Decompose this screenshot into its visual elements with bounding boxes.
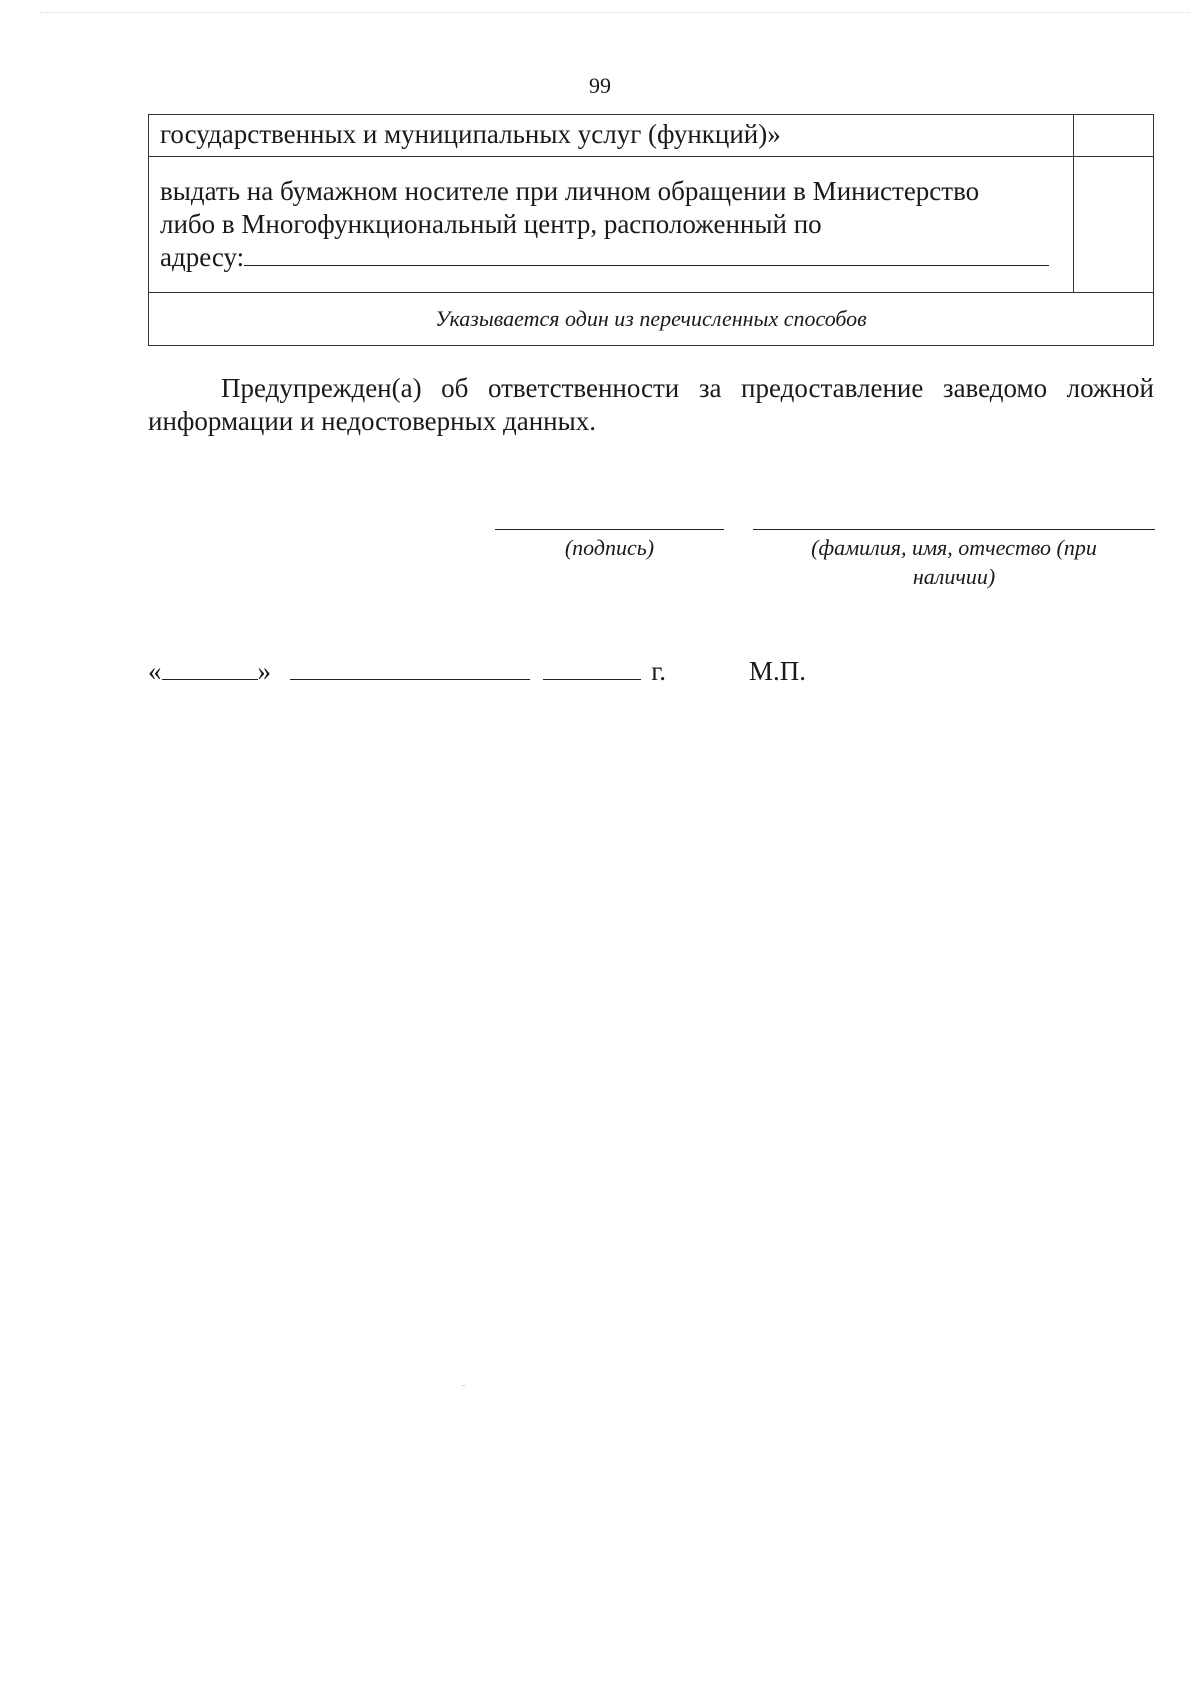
full-name-blank-line[interactable]: [753, 529, 1155, 530]
date-close-quote: »: [257, 656, 271, 686]
date-field-row: [148, 655, 666, 688]
address-blank-field[interactable]: [244, 241, 1049, 266]
table-row: [149, 115, 1154, 157]
page-number: 99: [589, 73, 611, 98]
option-checkbox-cell[interactable]: [1073, 157, 1153, 293]
table-row: [149, 157, 1154, 293]
month-blank-field[interactable]: [290, 655, 530, 680]
scan-speck: [462, 1385, 465, 1386]
date-open-quote: «: [148, 656, 162, 686]
year-blank-field[interactable]: [543, 655, 641, 680]
day-blank-field[interactable]: [162, 655, 258, 680]
stamp-place-label: М.П.: [749, 656, 807, 686]
full-name-caption-line2: наличии): [912, 564, 996, 589]
scan-artifact-line: [40, 12, 1190, 16]
year-suffix: г.: [651, 656, 667, 686]
full-name-caption-line1: (фамилия, имя, отчество (при: [811, 535, 1097, 560]
option-text-cell: [149, 157, 1074, 293]
option-paper-line1: выдать на бумажном носителе при личном обращении в Министерство: [160, 176, 980, 206]
signature-blank-line[interactable]: [495, 529, 724, 530]
full-name-caption: [753, 533, 1155, 591]
option-text-cell: [149, 115, 1074, 157]
table-note: Указывается один из перечисленных способов: [149, 293, 1154, 346]
liability-warning: Предупрежден(а) об ответственности за предоставление заведомо ложной информации и недостоверных данных.: [148, 373, 1154, 436]
option-text-paper: [149, 157, 1073, 292]
delivery-options-table: [148, 114, 1154, 346]
signature-caption: (подпись): [564, 535, 655, 560]
option-checkbox-cell[interactable]: [1073, 115, 1153, 157]
address-label: адресу:: [160, 242, 245, 272]
option-text-portal: государственных и муниципальных услуг (функций)»: [160, 119, 781, 149]
option-paper-line2: либо в Многофункциональный центр, расположенный по: [160, 209, 822, 239]
table-row: [149, 293, 1154, 346]
